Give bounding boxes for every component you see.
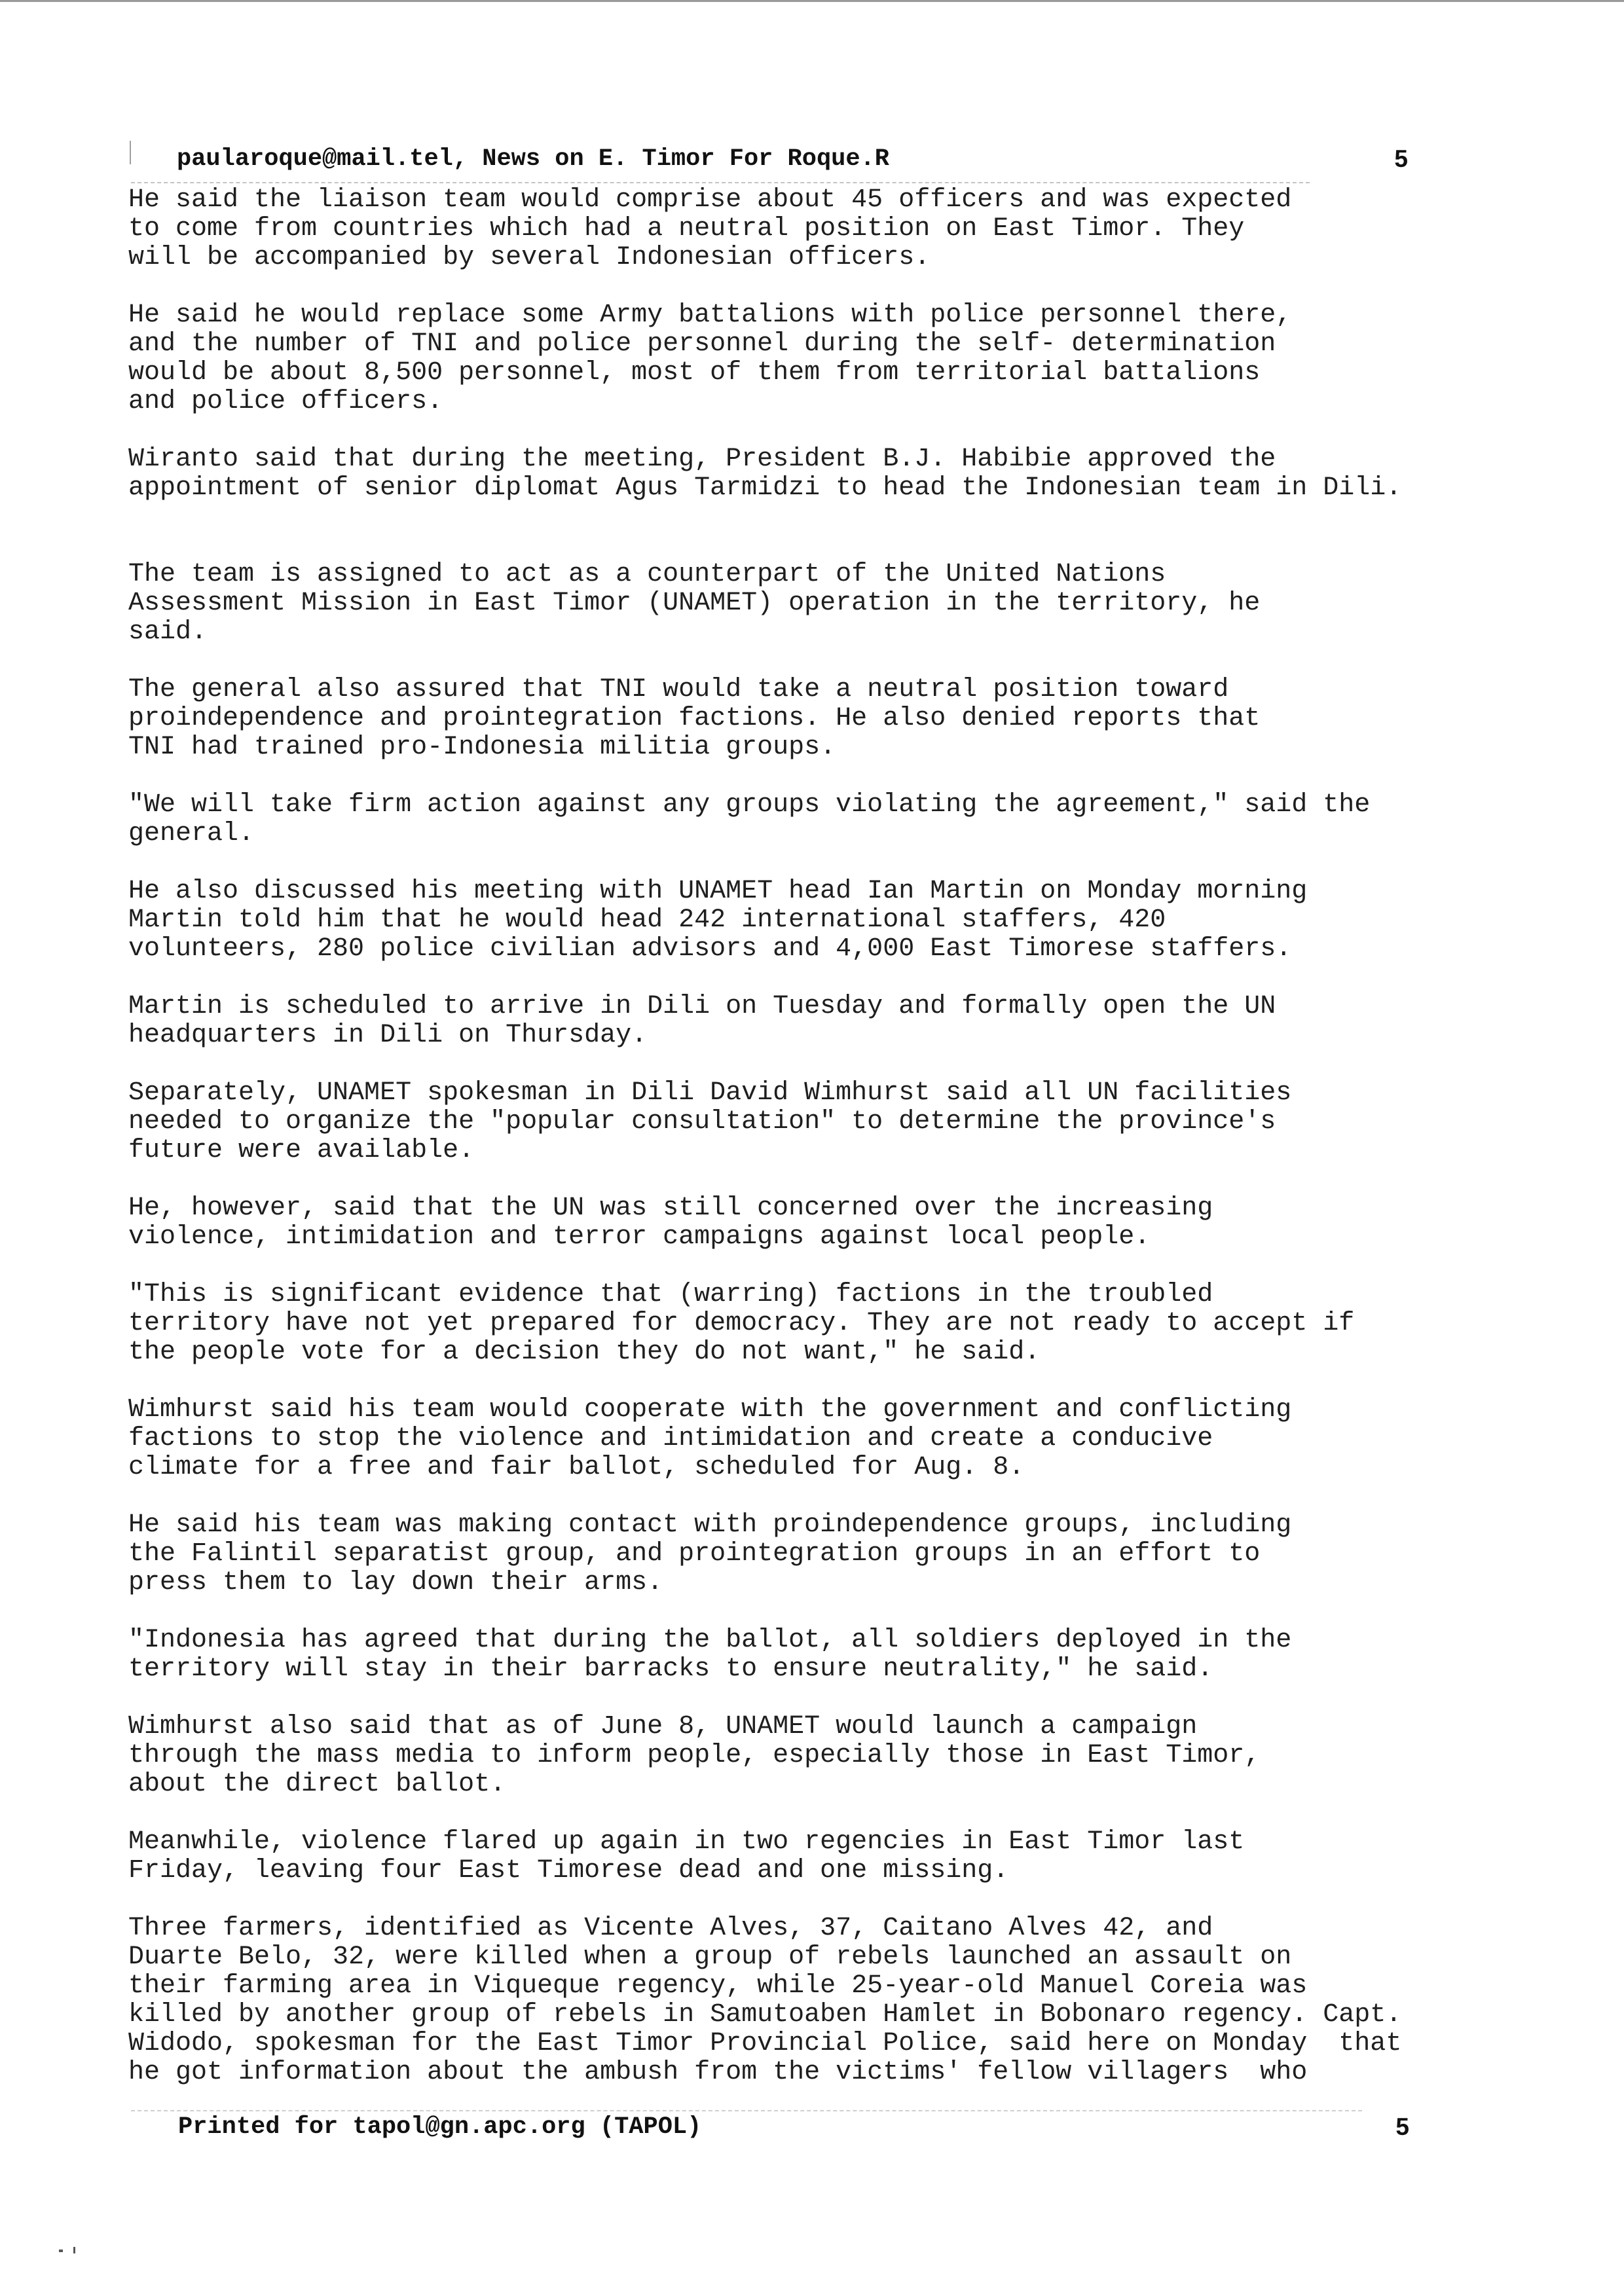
paragraph — [128, 1194, 1504, 1252]
text-line: He said he would replace some Army battalions with police personnel there, — [128, 301, 1292, 330]
text-line: territory have not yet prepared for democracy. They are not ready to accept if — [128, 1309, 1355, 1338]
paragraph — [128, 1079, 1504, 1165]
paragraph — [128, 1396, 1504, 1482]
text-line: He, however, said that the UN was still concerned over the increasing — [128, 1194, 1213, 1223]
scan-speck — [73, 2247, 75, 2253]
text-line: Separately, UNAMET spokesman in Dili David Wimhurst said all UN facilities — [128, 1078, 1292, 1108]
text-line: Meanwhile, violence flared up again in two regencies in East Timor last — [128, 1827, 1245, 1857]
text-line: would be about 8,500 personnel, most of them from territorial battalions — [128, 358, 1261, 388]
header-divider — [131, 182, 1310, 184]
text-line: future were available. — [128, 1136, 475, 1165]
text-line: Duarte Belo, 32, were killed when a group of rebels launched an assault on — [128, 1942, 1292, 1972]
text-line — [128, 503, 1504, 532]
text-line: He said the liaison team would comprise about 45 officers and was expected — [128, 185, 1292, 215]
text-line: volunteers, 280 police civilian advisors and 4,000 East Timorese staffers. — [128, 934, 1292, 964]
text-line: Martin told him that he would head 242 international staffers, 420 — [128, 905, 1166, 935]
text-line: "This is significant evidence that (warring) factions in the troubled — [128, 1280, 1213, 1309]
text-line: will be accompanied by several Indonesian officers. — [128, 243, 931, 272]
paragraph — [128, 877, 1504, 964]
text-line: He said his team was making contact with proindependence groups, including — [128, 1510, 1292, 1540]
paragraph — [128, 1511, 1504, 1597]
page-footer — [131, 2113, 1441, 2153]
paragraph — [128, 1828, 1504, 1886]
footer-divider — [131, 2110, 1362, 2112]
text-line: Martin is scheduled to arrive in Dili on Tuesday and formally open the UN — [128, 992, 1276, 1021]
footer-printed-for: Printed for tapol@gn.apc.org (TAPOL) — [178, 2113, 702, 2141]
text-line: to come from countries which had a neutral position on East Timor. They — [128, 214, 1245, 244]
text-line: press them to lay down their arms. — [128, 1568, 663, 1597]
text-line: Wimhurst said his team would cooperate with the government and conflicting — [128, 1395, 1292, 1425]
text-line: Assessment Mission in East Timor (UNAMET) operation in the territory, he — [128, 589, 1261, 618]
text-line: said. — [128, 617, 208, 647]
text-line: headquarters in Dili on Thursday. — [128, 1021, 648, 1050]
text-line: their farming area in Viqueque regency, while 25-year-old Manuel Coreia was — [128, 1971, 1308, 2001]
text-line: The team is assigned to act as a counterpart of the United Nations — [128, 560, 1166, 589]
text-line: Wiranto said that during the meeting, President B.J. Habibie approved the — [128, 445, 1276, 474]
page-header — [131, 145, 1441, 185]
text-line: the Falintil separatist group, and prointegration groups in an effort to — [128, 1539, 1261, 1569]
text-line: and the number of TNI and police personnel during the self- determination — [128, 329, 1276, 359]
paragraph — [128, 301, 1504, 416]
paragraph — [128, 791, 1504, 848]
paragraph — [128, 676, 1504, 762]
paragraph — [128, 993, 1504, 1050]
text-line: factions to stop the violence and intimidation and create a conducive — [128, 1424, 1213, 1453]
paragraph — [128, 1281, 1504, 1367]
paragraph — [128, 1713, 1504, 1799]
text-line: territory will stay in their barracks to ensure neutrality," he said. — [128, 1654, 1213, 1684]
text-line: through the mass media to inform people, especially those in East Timor, — [128, 1741, 1261, 1770]
text-line: killed by another group of rebels in Samutoaben Hamlet in Bobonaro regency. Capt. — [128, 2000, 1402, 2030]
page-top-border — [0, 0, 1624, 2]
text-line: proindependence and prointegration factions. He also denied reports that — [128, 704, 1261, 733]
text-line: Widodo, spokesman for the East Timor Provincial Police, said here on Monday that — [128, 2029, 1402, 2058]
text-line: Friday, leaving four East Timorese dead and one missing. — [128, 1856, 1009, 1886]
paragraph — [128, 1914, 1504, 2087]
text-line: He also discussed his meeting with UNAMET head Ian Martin on Monday morning — [128, 877, 1308, 906]
text-line: about the direct ballot. — [128, 1770, 506, 1799]
text-line: and police officers. — [128, 387, 443, 416]
paragraph — [128, 445, 1504, 532]
document-body — [128, 186, 1504, 2116]
scan-speck — [59, 2250, 63, 2252]
paragraph — [128, 186, 1504, 272]
paragraph — [128, 560, 1504, 647]
text-line: general. — [128, 819, 255, 848]
paragraph — [128, 1626, 1504, 1684]
text-line: violence, intimidation and terror campaigns against local people. — [128, 1222, 1151, 1252]
text-line: he got information about the ambush from the victims' fellow villagers who — [128, 2058, 1308, 2087]
text-line: "We will take firm action against any groups violating the agreement," said the — [128, 790, 1371, 820]
text-line: the people vote for a decision they do not want," he said. — [128, 1338, 1041, 1367]
header-page-number: 5 — [1394, 145, 1408, 172]
text-line: climate for a free and fair ballot, scheduled for Aug. 8. — [128, 1453, 1025, 1482]
text-line: Three farmers, identified as Vicente Alves, 37, Caitano Alves 42, and — [128, 1914, 1213, 1943]
text-line: appointment of senior diplomat Agus Tarmidzi to head the Indonesian team in Dili. — [128, 473, 1402, 503]
text-line: "Indonesia has agreed that during the ballot, all soldiers deployed in the — [128, 1626, 1292, 1655]
header-title: paularoque@mail.tel, News on E. Timor For Roque.R — [177, 145, 889, 173]
text-line: The general also assured that TNI would take a neutral position toward — [128, 675, 1229, 704]
text-line: needed to organize the "popular consultation" to determine the province's — [128, 1107, 1276, 1137]
text-line: Wimhurst also said that as of June 8, UNAMET would launch a campaign — [128, 1712, 1198, 1741]
text-line: TNI had trained pro-Indonesia militia groups. — [128, 733, 836, 762]
footer-page-number: 5 — [1395, 2113, 1409, 2140]
